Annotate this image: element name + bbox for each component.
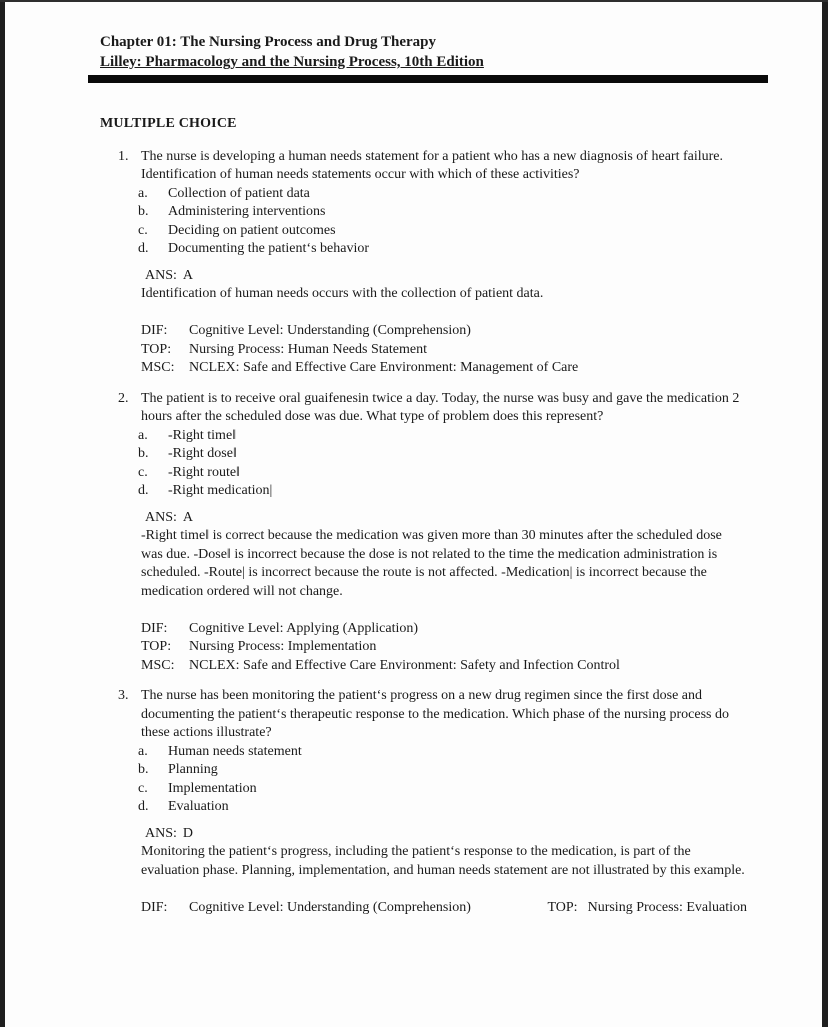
chapter-title: Chapter 01: The Nursing Process and Drug Therapy [100, 34, 437, 50]
options-list [138, 185, 747, 259]
option-text: -Right route‖ [168, 464, 240, 480]
meta-block [141, 620, 747, 676]
rationale-text: Identification of human needs occurs with the collection of patient data. [141, 286, 544, 301]
meta-label: TOP: [141, 639, 172, 654]
meta-value: Cognitive Level: Understanding (Comprehension) [189, 323, 471, 338]
option-text: Collection of patient data [168, 185, 310, 201]
options-list [138, 743, 747, 817]
option-row [138, 240, 747, 259]
meta-value: Nursing Process: Human Needs Statement [189, 341, 427, 357]
option-letter: a. [138, 743, 148, 759]
question-block-1 [100, 148, 747, 378]
document-header [100, 32, 747, 72]
question-block-3 [100, 687, 747, 917]
option-letter: b. [138, 446, 149, 461]
options-list [138, 427, 747, 501]
option-letter: c. [138, 780, 148, 796]
meta-row [141, 657, 747, 676]
question-text: The nurse has been monitoring the patient‘s progress on a new drug regimen since the first dose and documenting the patient‘s therapeutic response to the medication. Which phase of the nursing process do these actions illustrate? [141, 688, 729, 740]
meta-row [141, 341, 747, 360]
question-block-2 [100, 390, 747, 676]
option-text: -Right time‖ [168, 427, 237, 443]
option-text: Documenting the patient‘s behavior [168, 241, 369, 256]
section-heading: MULTIPLE CHOICE [100, 116, 237, 131]
meta-value: Nursing Process: Evaluation [587, 899, 747, 915]
answer-value: A [182, 509, 194, 525]
option-text: Planning [168, 762, 218, 777]
rationale-text: Monitoring the patient‘s progress, including the patient‘s response to the medication, is part of the evaluation phase. Planning, implementation, and human needs statement are not illustrated by this example. [141, 844, 745, 878]
meta-row [141, 322, 747, 341]
meta-value: Nursing Process: Implementation [189, 639, 377, 654]
rationale-text: -Right time‖ is correct because the medication was given more than 30 minutes after the scheduled dose was due. -Dose‖ is incorrect because the dose is not related to the time the medication administration is scheduled. -Route| is incorrect because the route is not affected. -Medication| is incorrect because the medication ordered will not change. [141, 528, 722, 599]
option-row [138, 761, 747, 780]
option-letter: d. [138, 241, 149, 256]
meta-row [141, 620, 747, 639]
question-number: 2. [118, 390, 129, 406]
option-text: -Right medication| [168, 483, 273, 498]
meta-row [141, 638, 747, 657]
meta-value: NCLEX: Safe and Effective Care Environment: Safety and Infection Control [189, 657, 620, 673]
option-letter: c. [138, 464, 148, 480]
option-text: Implementation [168, 780, 257, 796]
meta-block-inline [141, 899, 747, 918]
document-content [100, 0, 747, 917]
divider-bar [88, 75, 768, 83]
answer-label: ANS: [145, 267, 177, 283]
option-letter: c. [138, 222, 148, 238]
option-row [138, 464, 747, 483]
meta-value: NCLEX: Safe and Effective Care Environment: Management of Care [189, 360, 579, 375]
option-row [138, 743, 747, 762]
option-row [138, 203, 747, 222]
option-text: Deciding on patient outcomes [168, 222, 336, 238]
option-row [138, 482, 747, 501]
answer-value: A [182, 267, 194, 283]
meta-block [141, 322, 747, 378]
question-number: 1. [118, 148, 129, 164]
answer-value: D [182, 825, 194, 841]
option-row [138, 445, 747, 464]
answer-line [145, 267, 747, 286]
answer-label: ANS: [145, 509, 177, 525]
option-letter: b. [138, 204, 149, 219]
answer-line [145, 825, 747, 844]
meta-label: DIF: [141, 620, 168, 636]
question-text: The patient is to receive oral guaifenesin twice a day. Today, the nurse was busy and gave the medication 2 hours after the scheduled dose was due. What type of problem does this represent? [141, 390, 740, 424]
meta-label: DIF: [141, 323, 168, 338]
meta-row [141, 359, 747, 378]
meta-row [547, 899, 747, 918]
meta-label: MSC: [141, 360, 175, 375]
book-title: Lilley: Pharmacology and the Nursing Process, 10th Edition [100, 54, 484, 70]
option-letter: d. [138, 799, 149, 814]
option-row [138, 427, 747, 446]
meta-value: Cognitive Level: Applying (Application) [189, 620, 419, 636]
meta-label: TOP: [547, 899, 578, 915]
meta-value: Cognitive Level: Understanding (Comprehension) [189, 899, 471, 915]
option-text: -Right dose‖ [168, 446, 237, 461]
question-text: The nurse is developing a human needs statement for a patient who has a new diagnosis of heart failure. Identification of human needs statements occur with which of these activities? [141, 148, 723, 182]
option-row [138, 185, 747, 204]
option-letter: a. [138, 427, 148, 443]
meta-label: DIF: [141, 899, 168, 915]
page-edge-left [0, 2, 5, 1027]
meta-row [141, 899, 471, 918]
option-row [138, 780, 747, 799]
meta-label: TOP: [141, 341, 172, 357]
option-row [138, 222, 747, 241]
answer-line [145, 509, 747, 528]
option-text: Evaluation [168, 799, 229, 814]
page-edge-right [822, 2, 828, 1027]
answer-label: ANS: [145, 825, 177, 841]
option-row [138, 798, 747, 817]
question-number: 3. [118, 688, 129, 703]
option-letter: a. [138, 185, 148, 201]
option-letter: b. [138, 762, 149, 777]
meta-label: MSC: [141, 657, 175, 673]
option-text: Administering interventions [168, 204, 326, 219]
option-letter: d. [138, 483, 149, 498]
option-text: Human needs statement [168, 743, 302, 759]
